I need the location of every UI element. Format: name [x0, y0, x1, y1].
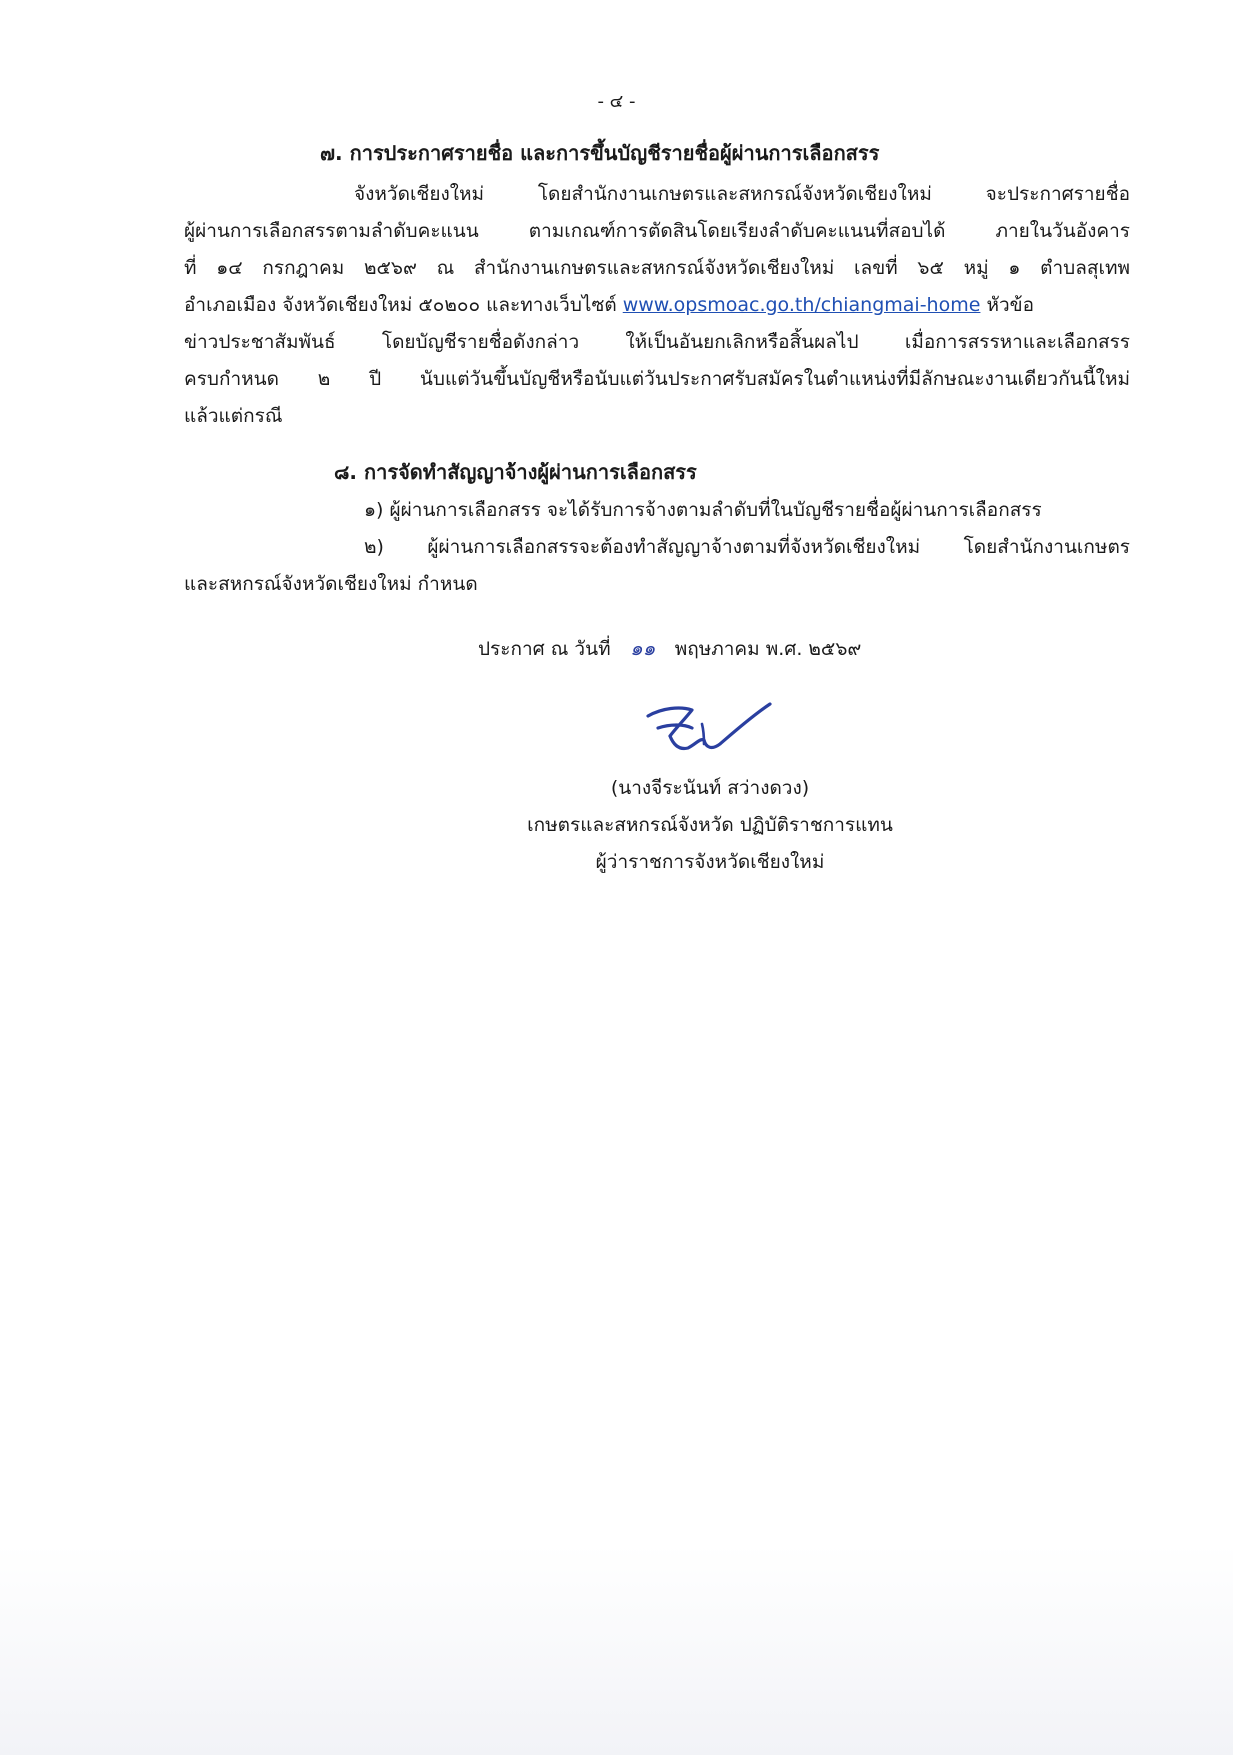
signatory-block	[440, 770, 980, 881]
section-8-heading: ๘. การจัดทำสัญญาจ้างผู้ผ่านการเลือกสรร	[334, 460, 697, 484]
announcement-day: ๑๑	[629, 636, 656, 660]
section-7-line-5: ข่าวประชาสัมพันธ์ โดยบัญชีรายชื่อดังกล่าว ให้เป็นอันยกเลิกหรือสิ้นผลไป เมื่อการสรรหาและเลือกสรร	[184, 331, 1130, 353]
section-7-body	[184, 176, 1130, 435]
handwritten-signature	[640, 694, 780, 764]
section-8-item-2-line-1: ๒) ผู้ผ่านการเลือกสรรจะต้องทำสัญญาจ้างตามที่จังหวัดเชียงใหม่ โดยสำนักงานเกษตร	[364, 536, 1130, 558]
section-7-line-4-end: หัวข้อ	[980, 294, 1035, 316]
signatory-position: เกษตรและสหกรณ์จังหวัด ปฏิบัติราชการแทน	[527, 814, 893, 836]
website-link[interactable]: www.opsmoac.go.th/chiangmai-home	[622, 294, 981, 316]
section-7-line-3: ที่ ๑๔ กรกฎาคม ๒๕๖๙ ณ สำนักงานเกษตรและสหกรณ์จังหวัดเชียงใหม่ เลขที่ ๖๕ หมู่ ๑ ตำบลสุเทพ	[184, 257, 1130, 279]
section-7-line-4	[184, 287, 1130, 324]
announcement-month-year: พฤษภาคม พ.ศ. ๒๕๖๙	[674, 638, 862, 660]
announcement-prefix: ประกาศ ณ วันที่	[478, 638, 611, 660]
section-7-line-2: ผู้ผ่านการเลือกสรรตามลำดับคะแนน ตามเกณฑ์การตัดสินโดยเรียงลำดับคะแนนที่สอบได้ ภายในวันอังคาร	[184, 220, 1130, 242]
section-7-heading: ๗. การประกาศรายชื่อ และการขึ้นบัญชีรายชื่อผู้ผ่านการเลือกสรร	[320, 141, 880, 165]
section-7-line-7: แล้วแต่กรณี	[184, 405, 283, 427]
section-8-item-1: ๑) ผู้ผ่านการเลือกสรร จะได้รับการจ้างตามลำดับที่ในบัญชีรายชื่อผู้ผ่านการเลือกสรร	[364, 499, 1042, 521]
section-7-line-6: ครบกำหนด ๒ ปี นับแต่วันขึ้นบัญชีหรือนับแต่วันประกาศรับสมัครในตำแหน่งที่มีลักษณะงานเดียวกันนี้ใหม่	[184, 368, 1130, 390]
announcement-date	[478, 632, 861, 664]
section-8-body	[184, 492, 1130, 603]
signatory-office: ผู้ว่าราชการจังหวัดเชียงใหม่	[595, 851, 825, 873]
section-8-item-2-line-2: และสหกรณ์จังหวัดเชียงใหม่ กำหนด	[184, 573, 478, 595]
page-number: - ๔ -	[597, 91, 636, 112]
section-7-line-4-start: อำเภอเมือง จังหวัดเชียงใหม่ ๕๐๒๐๐ และทางเว็บไซต์	[184, 294, 623, 316]
signatory-name: (นางจีระนันท์ สว่างดวง)	[610, 777, 810, 799]
section-7-line-1: จังหวัดเชียงใหม่ โดยสำนักงานเกษตรและสหกรณ์จังหวัดเชียงใหม่ จะประกาศรายชื่อ	[354, 183, 1130, 205]
